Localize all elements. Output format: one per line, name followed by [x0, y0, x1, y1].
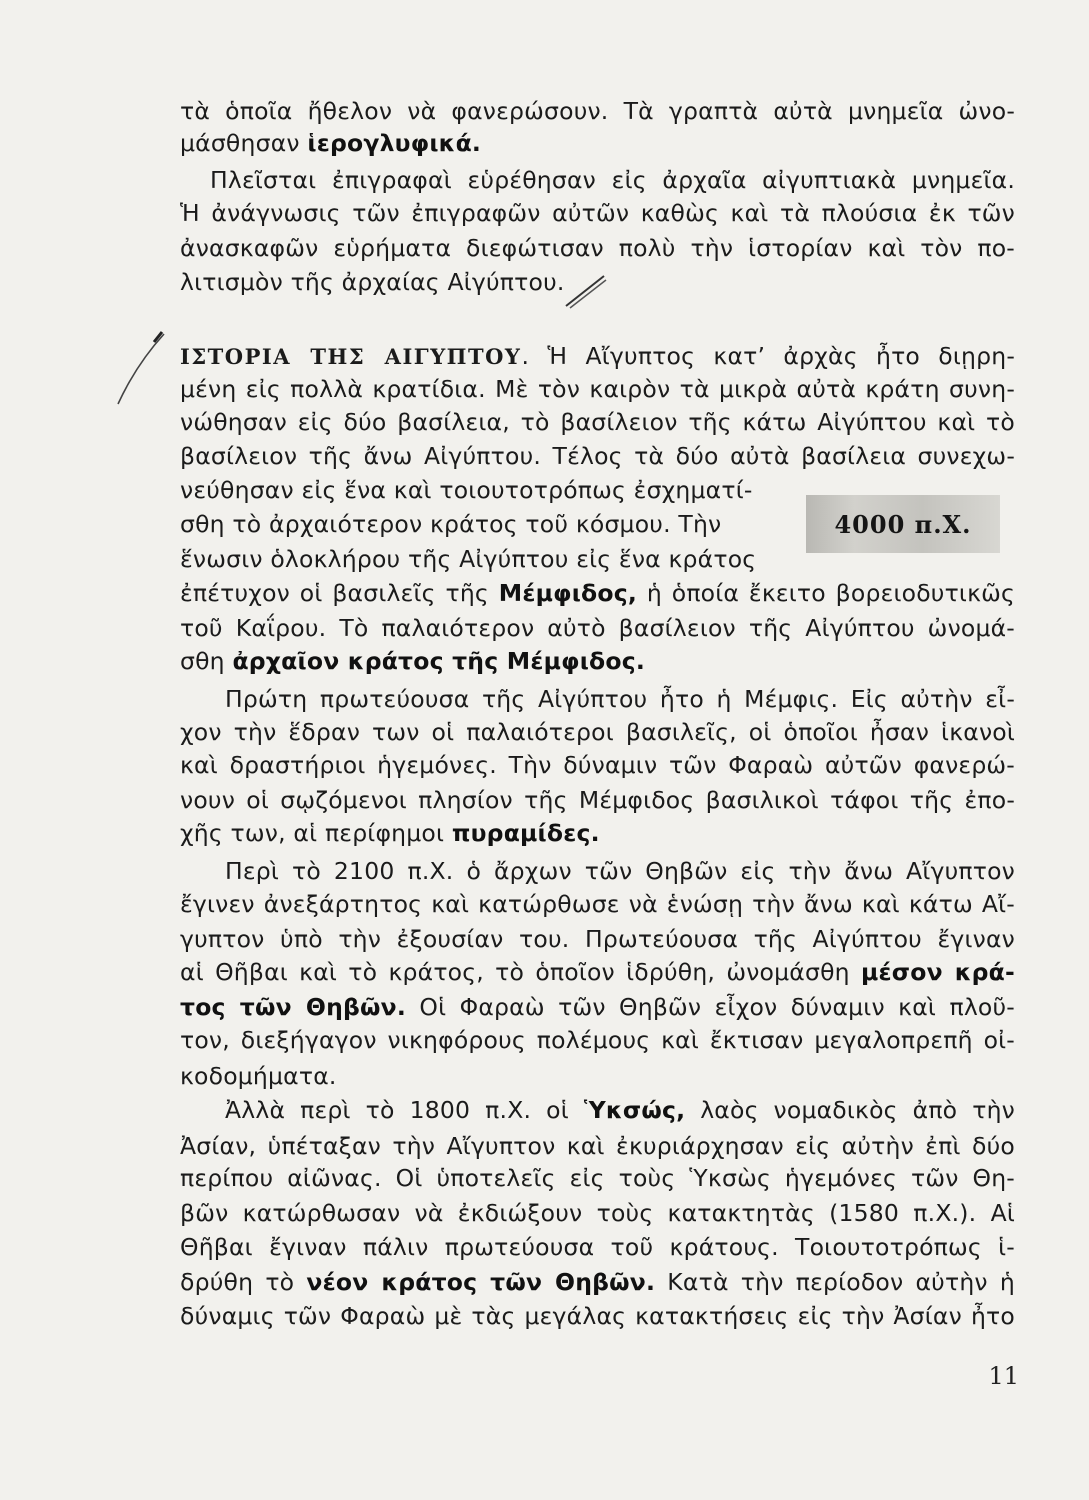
bold-term: τος τῶν Θηβῶν.: [180, 993, 406, 1021]
text-line: [180, 127, 1015, 159]
text-line: [180, 1266, 1015, 1298]
text-run: ἐπέτυχον οἱ βασιλεῖς τῆς: [180, 579, 499, 607]
text-line: [180, 784, 1015, 816]
text-run: δρύθη τὸ: [180, 1268, 307, 1296]
text-line: [180, 956, 1015, 988]
text-run: Ἀσίαν, ὑπέταξαν τὴν Αἴγυπτον καὶ ἐκυριάρχησαν εἰς αὐτὴν ἐπὶ δύο: [180, 1132, 1015, 1160]
text-run: ἔγινεν ἀνεξάρτητος καὶ κατώρθωσε νὰ ἑνώσῃ τὴν ἄνω καὶ κάτω Αἴ-: [180, 890, 1015, 918]
text-run: γυπτον ὑπὸ τὴν ἐξουσίαν του. Πρωτεύουσα τῆς Αἰγύπτου ἔγιναν: [180, 925, 1015, 953]
bold-term: νέον κράτος τῶν Θηβῶν.: [306, 1268, 656, 1296]
text-run: σθη: [180, 647, 233, 675]
text-line: [180, 1060, 1015, 1092]
text-run: χον τὴν ἕδραν των οἱ παλαιότεροι βασιλεῖς, οἱ ὁποῖοι ἦσαν ἱκανοὶ: [180, 718, 1015, 746]
text-line: [180, 888, 1015, 920]
text-line: [180, 406, 1015, 438]
text-line: [210, 164, 1015, 196]
text-line: [180, 716, 1015, 748]
text-run: Πρώτη πρωτεύουσα τῆς Αἰγύπτου ἦτο ἡ Μέμφις. Εἰς αὐτὴν εἶ-: [225, 685, 1015, 713]
text-line: [225, 683, 1015, 715]
text-line: [180, 232, 1015, 264]
text-line: [180, 1300, 1015, 1332]
text-run: βασίλειον τῆς ἄνω Αἰγύπτου. Τέλος τὰ δύο αὐτὰ βασίλεια συνεχω-: [180, 442, 1015, 470]
text-line: [180, 817, 1015, 849]
text-line: [180, 197, 1015, 229]
text-run: καὶ δραστήριοι ἡγεμόνες. Τὴν δύναμιν τῶν Φαραὼ αὐτῶν φανερώ-: [180, 751, 1015, 779]
text-run: ἀνασκαφῶν εὑρήματα διεφώτισαν πολὺ τὴν ἱστορίαν καὶ τὸν πο-: [180, 234, 1015, 262]
text-run: Ἀλλὰ περὶ τὸ 1800 π.Χ. οἱ: [225, 1096, 584, 1124]
text-run: βῶν κατώρθωσαν νὰ ἐκδιώξουν τοὺς κατακτητὰς (1580 π.Χ.). Αἱ: [180, 1199, 1015, 1227]
bold-term: πυραμίδες.: [451, 819, 600, 847]
text-run: τοῦ Καΐρου. Τὸ παλαιότερον αὐτὸ βασίλειον τῆς Αἰγύπτου ὠνομά-: [180, 614, 1015, 642]
pencil-stroke-icon: [110, 328, 170, 408]
text-line: [180, 923, 1015, 955]
text-run: Πλεῖσται ἐπιγραφαὶ εὑρέθησαν εἰς ἀρχαῖα αἰγυπτιακὰ μνημεῖα.: [210, 166, 1015, 194]
page-number: 11: [988, 1362, 1019, 1390]
text-run: τὰ ὁποῖα ἤθελον νὰ φανερώσουν. Τὰ γραπτὰ αὐτὰ μνημεῖα ὠνο-: [180, 97, 1015, 125]
text-run: ἕνωσιν ὁλοκλήρου τῆς Αἰγύπτου εἰς ἕνα κράτος: [180, 545, 757, 573]
text-run: νεύθησαν εἰς ἕνα καὶ τοιουτοτρόπως ἐσχηματί-: [180, 476, 753, 504]
text-run: . Ἡ Αἴγυπτος κατ’ ἀρχὰς ἦτο διῃρη-: [521, 342, 1015, 370]
text-line: [180, 1130, 1015, 1162]
text-line: [180, 577, 1015, 609]
text-run: Κατὰ τὴν περίοδον αὐτὴν ἡ: [655, 1268, 1015, 1296]
bold-term: Μέμφιδος,: [498, 579, 637, 607]
text-run: ἡ ὁποία ἔκειτο βορειοδυτικῶς: [637, 579, 1015, 607]
text-run: χῆς των, αἱ περίφημοι: [180, 819, 452, 847]
text-run: μένη εἰς πολλὰ κρατίδια. Μὲ τὸν καιρὸν τὰ μικρὰ αὐτὰ κράτη συνη-: [180, 375, 1015, 403]
bold-term: ἱερογλυφικά.: [307, 129, 482, 157]
text-run: Οἱ Φαραὼ τῶν Θηβῶν εἶχον δύναμιν καὶ πλοῦ-: [406, 993, 1015, 1021]
text-run: αἱ Θῆβαι καὶ τὸ κράτος, τὸ ὁποῖον ἱδρύθη, ὠνομάσθη: [180, 958, 861, 986]
text-run: τον, διεξήγαγον νικηφόρους πολέμους καὶ ἔκτισαν μεγαλοπρεπῆ οἰ-: [180, 1026, 1015, 1054]
text-run: μάσθησαν: [180, 129, 308, 157]
text-line: [180, 340, 1015, 373]
text-line: [180, 373, 1015, 405]
bold-term: Ὑκσώς,: [583, 1096, 686, 1124]
text-line: [180, 474, 753, 506]
text-line: [180, 612, 1015, 644]
text-run: Ἡ ἀνάγνωσις τῶν ἐπιγραφῶν αὐτῶν καθὼς καὶ τὰ πλούσια ἐκ τῶν: [180, 199, 1015, 227]
text-line: [180, 508, 722, 540]
text-run: λιτισμὸν τῆς ἀρχαίας Αἰγύπτου.: [180, 268, 565, 296]
bold-term: μέσον κρά-: [860, 958, 1015, 986]
text-run: νώθησαν εἰς δύο βασίλεια, τὸ βασίλειον τῆς κάτω Αἰγύπτου καὶ τὸ: [180, 408, 1015, 436]
text-line: [180, 1197, 1015, 1229]
text-line: [225, 1094, 1015, 1126]
text-line: [180, 991, 1015, 1023]
bold-term: ἀρχαῖον κράτος τῆς Μέμφιδος.: [232, 647, 645, 675]
text-run: νουν οἱ σῳζόμενοι πλησίον τῆς Μέμφιδος βασιλικοὶ τάφοι τῆς ἐπο-: [180, 786, 1015, 814]
text-run: σθη τὸ ἀρχαιότερον κράτος τοῦ κόσμου. Τὴν: [180, 510, 722, 538]
section-heading: ΙΣΤΟΡΙΑ ΤΗΣ ΑΙΓΥΠΤΟΥ: [180, 344, 522, 369]
text-run: Θῆβαι ἔγιναν πάλιν πρωτεύουσα τοῦ κράτους. Τοιουτοτρόπως ἱ-: [180, 1233, 1015, 1261]
text-run: Περὶ τὸ 2100 π.Χ. ὁ ἄρχων τῶν Θηβῶν εἰς τὴν ἄνω Αἴγυπτον: [225, 857, 1015, 885]
text-line: [180, 749, 1015, 781]
text-line: [180, 543, 770, 575]
text-line: [180, 95, 1015, 127]
text-run: κοδομήματα.: [180, 1062, 337, 1090]
pencil-mark-icon: [560, 272, 610, 312]
date-box: 4000 π.Χ.: [806, 495, 1000, 553]
text-line: [180, 1024, 1015, 1056]
text-line: [180, 645, 1015, 677]
text-line: [225, 855, 1015, 887]
text-line: [180, 1231, 1015, 1263]
text-run: δύναμις τῶν Φαραὼ μὲ τὰς μεγάλας κατακτήσεις εἰς τὴν Ἀσίαν ἦτο: [180, 1302, 1015, 1330]
text-line: [180, 440, 1015, 472]
text-run: περίπου αἰῶνας. Οἱ ὑποτελεῖς εἰς τοὺς Ὑκσὼς ἡγεμόνες τῶν Θη-: [180, 1164, 1015, 1192]
text-line: [180, 1162, 1015, 1194]
text-run: λαὸς νομαδικὸς ἀπὸ τὴν: [685, 1096, 1016, 1124]
